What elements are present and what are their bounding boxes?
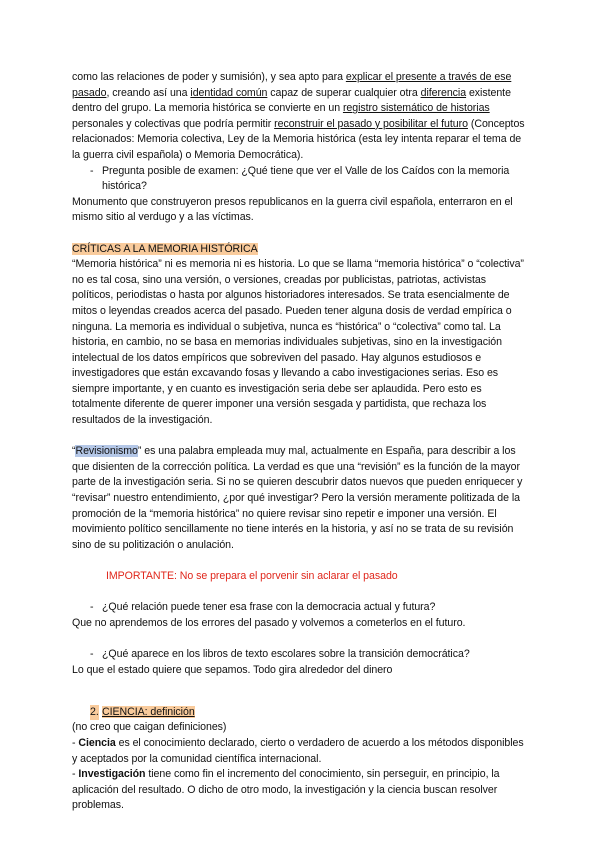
intro-text-6: (Conceptos relacionados: Memoria colectiva, Ley de la Memoria histórica (esta ley intenta reparar el tema de la guerra civil española) o Memoria Democrática).: [72, 117, 525, 161]
criticas-paragraph-2: [72, 444, 528, 553]
term-ciencia: Ciencia: [78, 736, 116, 749]
criticas-paragraph-1: “Memoria histórica” ni es memoria ni es historia. Lo que se llama “memoria histórica” o “colectiva” no es tal cosa, sino una versión, o versiones, creadas por publicistas, patriotas, activistas políticos, periodistas o hasta por algunos historiadores interesados. Se trata esencialmente de mitos o leyendas creados acerca del pasado. Pueden tener alguna dosis de verdad empírica o ninguna. La memoria es individual o subjetiva, nunca es “histórica” o “colectiva” como tal. La historia, en cambio, no se basa en memorias individuales subjetivas, sino en la investigación intelectual de los datos empíricos que sobreviven del pasado. Hay algunos estudiosos e investigadores que están excavando fosas y llevando a cabo investigaciones serias. Eso es siempre importante, y en cuanto es investigación seria debe ser aplaudida. Pero esto es totalmente diferente de querer imponer una versión sesgada y partidista, que rechaza los resultados de la investigación.: [72, 258, 524, 427]
definition-ciencia-text: es el conocimiento declarado, cierto o verdadero de acuerdo a los métodos disponibles y aceptados por la comunidad científica internacional.: [72, 736, 524, 765]
intro-underline-3: diferencia: [420, 86, 467, 99]
intro-underline-1: explicar el presente a través de ese pasado: [72, 71, 512, 99]
definition-investigacion: [72, 767, 528, 814]
term-investigacion: Investigación: [78, 768, 146, 781]
ciencia-heading: [72, 705, 528, 721]
importante-line: IMPORTANTE: No se prepara el porvenir sin aclarar el pasado: [106, 570, 398, 582]
criticas-heading: [72, 242, 528, 258]
question-valle: [72, 164, 528, 195]
question-transicion: [72, 647, 528, 663]
definition-ciencia: [72, 736, 528, 767]
intro-paragraph: [72, 70, 528, 164]
bullet-dash: -: [90, 647, 94, 660]
revisionismo-highlight: Revisionismo: [75, 445, 138, 458]
definition-dash: -: [72, 736, 79, 749]
ciencia-heading-text: CIENCIA: definición: [102, 705, 195, 718]
answer-democracia: Que no aprendemos de los errores del pasado y volvemos a cometerlos en el futuro.: [72, 616, 466, 629]
question-democracia-text: ¿Qué relación puede tener esa frase con la democracia actual y futura?: [102, 601, 436, 614]
intro-text-3: capaz de superar cualquier otra: [267, 86, 421, 99]
ciencia-note: (no creo que caigan definiciones): [72, 721, 227, 734]
criticas-heading-text: CRÍTICAS A LA MEMORIA HISTÓRICA: [72, 242, 258, 255]
intro-underline-5: reconstruir el pasado y posibilitar el futuro: [274, 117, 468, 130]
ciencia-number: 2.: [90, 705, 99, 721]
intro-text-4: existente dentro del grupo. La memoria histórica se convierte en un: [72, 86, 511, 115]
criticas-paragraph-2-text: ” es una palabra empleada muy mal, actualmente en España, para describir a los que disienten de la corrección política. La verdad es que una “revisión” es la función de la mayor parte de la investigación seria. Si no se quieren descubrir datos nuevos que pueden enriquecer y “revisar” nuestro entendimiento, ¿por qué investigar? Pero la versión meramente politizada de la promoción de la “memoria histórica” no quiere revisar sino repetir e imponer una versión. El movimiento político sencillamente no tiene interés en la historia, y así no se trata de su revisión sino de su politización o anulación.: [72, 445, 523, 551]
intro-text-1: como las relaciones de poder y sumisión), y sea apto para: [72, 71, 346, 83]
answer-transicion: Lo que el estado quiere que sepamos. Todo gira alrededor del dinero: [72, 663, 393, 676]
question-democracia: [72, 600, 528, 616]
answer-valle: Monumento que construyeron presos republicanos en la guerra civil española, enterraron en el mismo sitio al verdugo y a las víctimas.: [72, 195, 513, 224]
intro-underline-2: identidad común: [190, 86, 268, 99]
bullet-dash: -: [90, 164, 94, 177]
intro-text-2: , creando así una: [106, 86, 191, 99]
intro-underline-4: registro sistemático de historias: [342, 102, 490, 115]
question-valle-text: Pregunta posible de examen: ¿Qué tiene que ver el Valle de los Caídos con la memoria histórica?: [102, 164, 510, 193]
quote-open: “: [72, 445, 76, 458]
definition-dash: -: [72, 768, 79, 781]
document-page: [72, 70, 528, 814]
definition-investigacion-text: tiene como fin el incremento del conocimiento, sin perseguir, en principio, la aplicación del resultado. O dicho de otro modo, la investigación y la ciencia buscan resolver problemas.: [72, 768, 500, 812]
intro-text-5: personales y colectivas que podría permitir: [72, 117, 275, 130]
bullet-dash: -: [90, 601, 94, 614]
question-transicion-text: ¿Qué aparece en los libros de texto escolares sobre la transición democrática?: [102, 647, 470, 660]
